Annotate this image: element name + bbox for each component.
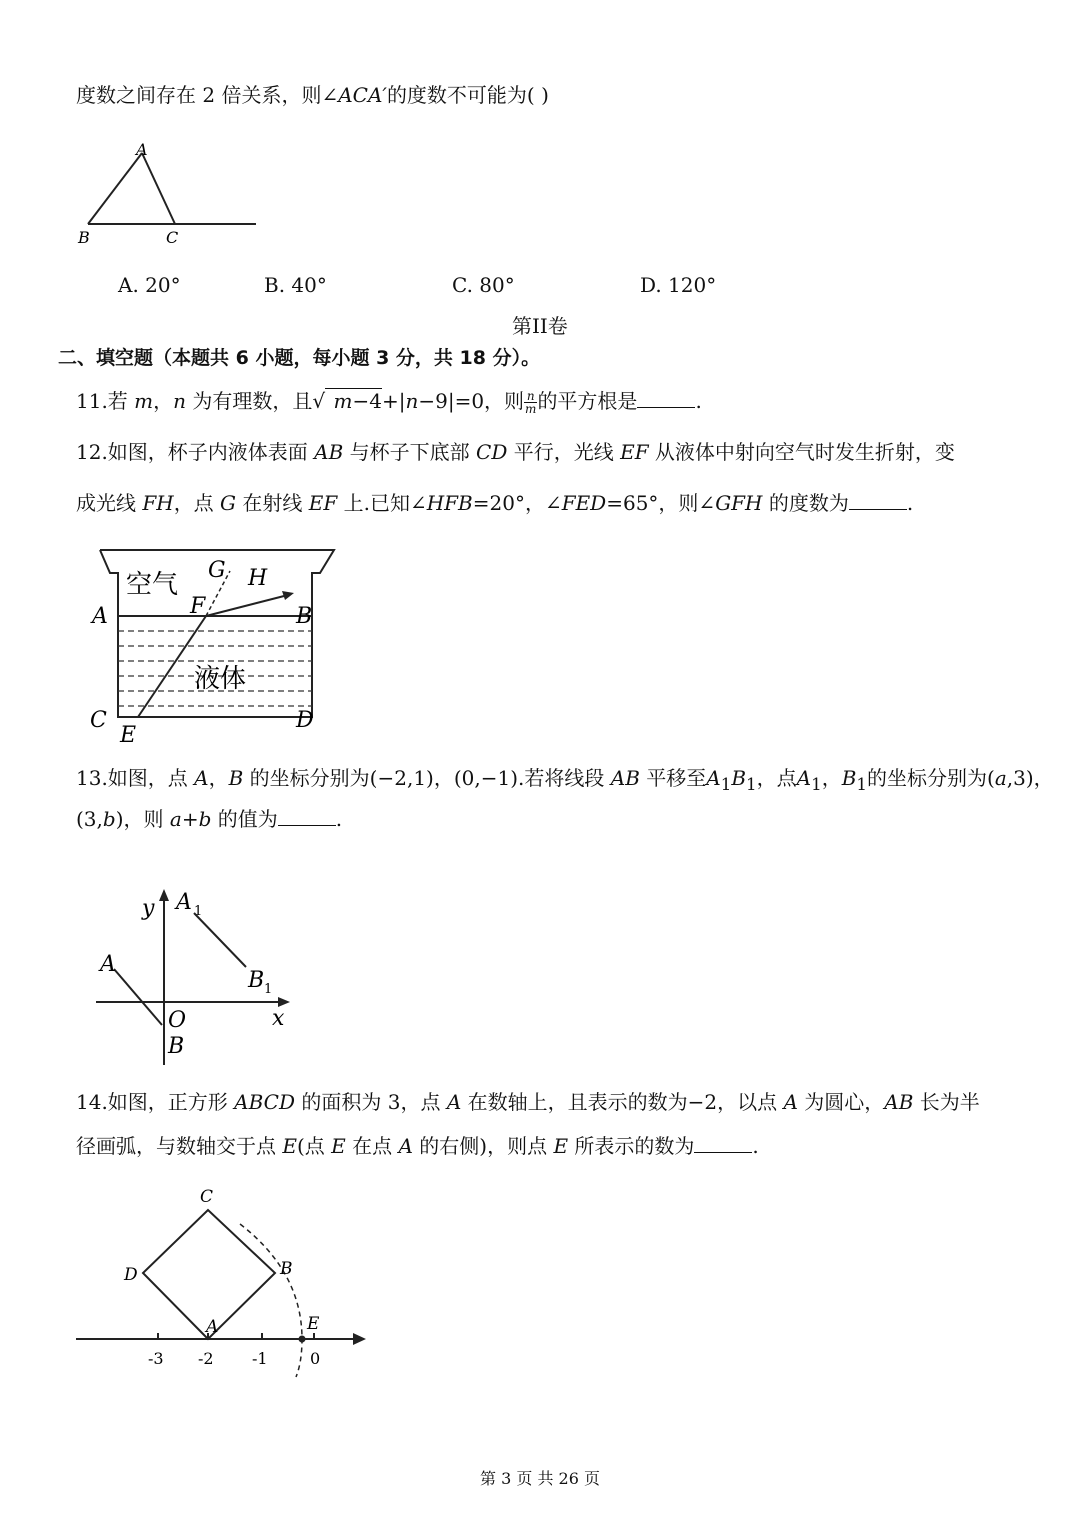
q11-fraction <box>524 390 537 415</box>
q14-l1-d: 长为半 <box>913 1090 980 1114</box>
q12-cup-figure <box>88 545 348 748</box>
q12-fig-liquid: 液体 <box>194 664 247 694</box>
q13-ab: AB <box>610 766 640 790</box>
q12-ef: EF <box>620 440 649 464</box>
q13-fig-b: B <box>168 1034 185 1059</box>
q14-l2-c: 在点 <box>345 1134 399 1158</box>
page-footer: 第 3 页 共 26 页 <box>480 1469 600 1488</box>
q10-option-b[interactable]: B. 40° <box>264 273 327 297</box>
q13-b1b: B <box>841 766 857 790</box>
q13-b1: B <box>731 766 747 790</box>
q12-fig-air: 空气 <box>126 570 179 600</box>
q12-fig-label-f: F <box>190 594 206 619</box>
q13-fig-b1: B <box>248 968 265 993</box>
q13-sub4: 1 <box>856 775 867 794</box>
q14-e2: E <box>331 1134 346 1158</box>
q13-sub3: 1 <box>811 775 822 794</box>
q11-var-n: n <box>173 389 187 413</box>
q12-l1-mid: 与杯子下底部 <box>343 440 477 464</box>
q13-a1b: A <box>796 766 812 790</box>
q14-fig-b: B <box>280 1259 293 1279</box>
q11-end: . <box>695 389 702 413</box>
q14-fig-c: C <box>200 1187 214 1207</box>
q10-fig-label-c: C <box>166 228 179 247</box>
q13-apb-a: a <box>169 807 182 831</box>
q12-l1-pre: 12.如图，杯子内液体表面 <box>76 440 315 464</box>
q12-ef2: EF <box>308 491 338 515</box>
volume-title: 第II卷 <box>512 314 568 338</box>
q11-var-n2: n <box>405 389 419 413</box>
q13-l2-a: (3, <box>76 807 103 831</box>
q13-sub1: 1 <box>720 775 732 794</box>
q13-coordinate-figure <box>92 885 312 1075</box>
q14-tick-0: 0 <box>310 1349 321 1368</box>
q14-l2-d: 的右侧)，则点 <box>412 1134 554 1158</box>
q13-var-b: b <box>102 807 116 831</box>
q12-l2-b: 在射线 <box>236 491 309 515</box>
q11-frac-num: n <box>524 390 537 403</box>
q13-l1-b: 的坐标分别为(−2,1)，(0,−1).若将线段 <box>243 766 611 790</box>
q10-fig-label-a: A <box>136 140 148 159</box>
q11-var-m: m <box>134 389 154 413</box>
q14-fig-a: A <box>206 1317 219 1337</box>
q11-answer-blank[interactable] <box>637 387 695 408</box>
q12-end: . <box>906 491 914 515</box>
q11-sqrt-rest: −4 <box>352 389 382 413</box>
q14-tick-minus2: -2 <box>198 1349 214 1368</box>
q10-option-a[interactable]: A. 20° <box>118 273 181 297</box>
q12-l2-a: ，点 <box>173 491 221 515</box>
q10-option-d[interactable]: D. 120° <box>640 273 717 297</box>
q13-var-a: a <box>994 766 1007 790</box>
q14-l1-c: 为圆心， <box>797 1090 885 1114</box>
q12-hfb: HFB <box>426 491 473 515</box>
q12-fed: FED <box>561 491 607 515</box>
q10-text-pre: 度数之间存在 2 倍关系，则∠ <box>76 83 339 107</box>
q13-l2-c: 的值为 <box>211 807 278 831</box>
q14-l2-a: 径画弧，与数轴交于点 <box>76 1134 283 1158</box>
q12-fig-label-d: D <box>296 708 314 733</box>
q13-sub2: 1 <box>746 775 757 794</box>
q11-t3: 为有理数，且 <box>186 389 313 413</box>
q12-fig-label-a: A <box>92 604 108 629</box>
q14-fig-d: D <box>124 1265 138 1285</box>
q11-frac-den: m <box>525 402 537 416</box>
q13-end: . <box>335 807 343 831</box>
q12-gfh: GFH <box>715 491 763 515</box>
q13-fig-a: A <box>100 952 116 977</box>
q13-line1 <box>76 763 1054 800</box>
q13-a: A <box>194 766 209 790</box>
q12-l2-f: 的度数为 <box>762 491 849 515</box>
q14-ab: AB <box>884 1090 914 1114</box>
q13-b: B <box>228 766 244 790</box>
q13-fig-x: x <box>272 1006 285 1031</box>
q13-plus: + <box>181 807 199 831</box>
q14-answer-blank[interactable] <box>694 1132 752 1153</box>
q10-angle: ACA′ <box>338 83 387 107</box>
q10-fig-label-b: B <box>78 228 90 247</box>
q11-t1: 11.若 <box>76 389 135 413</box>
q13-fig-a1: A <box>176 890 192 915</box>
q13-l1-g: ,3)， <box>1006 766 1054 790</box>
q13-l1-a: ， <box>208 766 229 790</box>
q12-fig-label-g: G <box>208 558 226 583</box>
q11-t6: 的平方根是 <box>537 389 638 413</box>
q12-l2-e: =65°，则∠ <box>606 491 716 515</box>
q13-l1-c: 平移至 <box>639 766 707 790</box>
q14-line2 <box>76 1131 759 1161</box>
q12-ab: AB <box>314 440 344 464</box>
q12-l1-mid2: 平行，光线 <box>507 440 621 464</box>
q12-cd: CD <box>476 440 508 464</box>
q11-text <box>76 386 702 416</box>
q14-a2: A <box>783 1090 798 1114</box>
q14-l2-b: (点 <box>296 1134 332 1158</box>
q12-l2-d: =20°，∠ <box>472 491 562 515</box>
q13-answer-blank[interactable] <box>278 805 336 826</box>
q13-l2-b: )，则 <box>115 807 170 831</box>
q14-l1-pre: 14.如图，正方形 <box>76 1090 235 1114</box>
q12-fig-label-e: E <box>120 723 137 748</box>
q13-l1-d: ，点 <box>756 766 797 790</box>
q12-l1-post: 从液体中射向空气时发生折射，变 <box>648 440 955 464</box>
q14-square-figure <box>70 1182 380 1382</box>
sqrt-icon: √ <box>312 389 326 413</box>
q11-t5: −9|=0，则 <box>418 389 525 413</box>
q11-sqrt-content <box>325 388 382 413</box>
q13-apb-b: b <box>198 807 212 831</box>
q14-fig-e: E <box>307 1314 320 1334</box>
q13-l1-e: ， <box>821 766 842 790</box>
q14-line1 <box>76 1087 980 1117</box>
q14-l1-b: 在数轴上，且表示的数为−2，以点 <box>461 1090 784 1114</box>
q14-l2-e: 所表示的数为 <box>568 1134 695 1158</box>
q13-a1: A <box>706 766 721 790</box>
q12-answer-blank[interactable] <box>849 489 907 510</box>
q12-fig-label-c: C <box>90 708 107 733</box>
q14-a: A <box>446 1090 462 1114</box>
q12-g: G <box>220 491 237 515</box>
q12-fig-label-b: B <box>296 604 313 629</box>
q14-a3: A <box>398 1134 413 1158</box>
q12-line1 <box>76 437 955 467</box>
q14-abcd: ABCD <box>234 1090 296 1114</box>
q11-t4: +| <box>381 389 406 413</box>
q12-fh: FH <box>142 491 174 515</box>
q13-line2 <box>76 804 342 834</box>
q13-fig-b1-sub: 1 <box>264 982 273 997</box>
q10-text-post: 的度数不可能为( ) <box>386 83 549 107</box>
q13-l1-f: 的坐标分别为( <box>867 766 995 790</box>
q14-tick-minus3: -3 <box>148 1349 164 1368</box>
q14-e: E <box>282 1134 297 1158</box>
section-heading: 二、填空题（本题共 6 小题，每小题 3 分，共 18 分）。 <box>58 347 541 369</box>
q10-text <box>76 80 549 110</box>
q11-t2: ， <box>153 389 174 413</box>
q14-e3: E <box>553 1134 569 1158</box>
q10-option-c[interactable]: C. 80° <box>452 273 515 297</box>
q12-l2-c: 上.已知∠ <box>337 491 427 515</box>
q13-fig-y: y <box>142 896 155 921</box>
q12-fig-label-h: H <box>248 566 268 591</box>
q11-sqrt-m: m <box>333 389 353 413</box>
q12-l2-pre: 成光线 <box>76 491 143 515</box>
q13-fig-a1-sub: 1 <box>194 904 203 919</box>
q14-tick-minus1: -1 <box>252 1349 268 1368</box>
q14-end: . <box>752 1134 759 1158</box>
q10-triangle-figure <box>70 135 270 255</box>
q13-l1-pre: 13.如图，点 <box>76 766 195 790</box>
q14-l1-a: 的面积为 3，点 <box>295 1090 447 1114</box>
q13-fig-o: O <box>168 1008 187 1033</box>
q12-line2 <box>76 488 913 518</box>
